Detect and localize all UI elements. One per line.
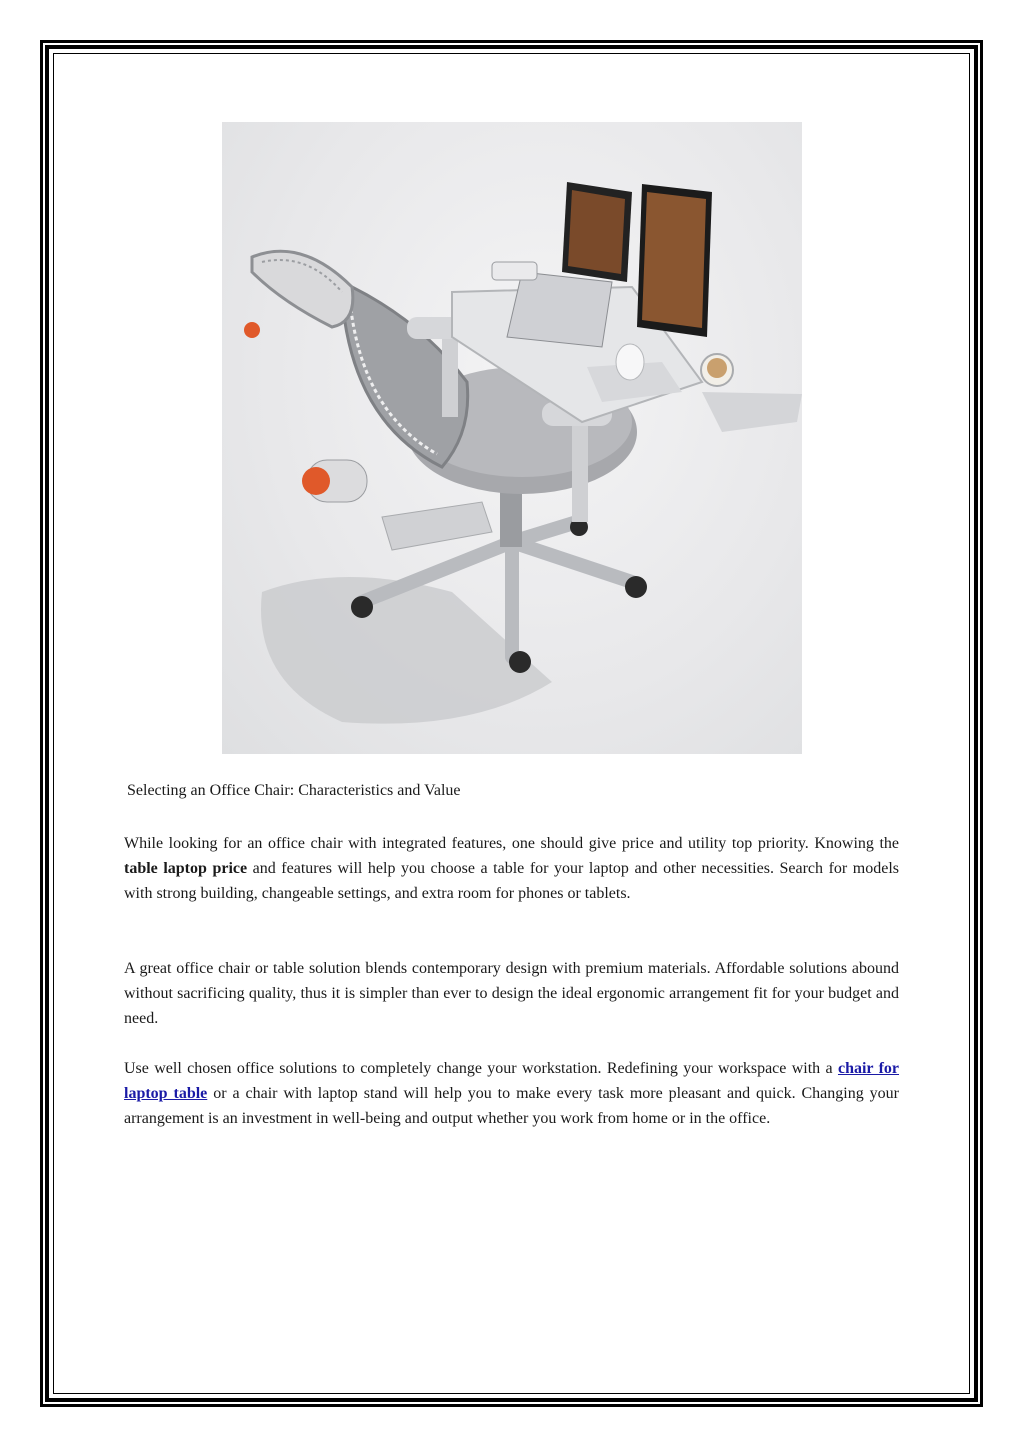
paragraph-text: or a chair with laptop stand will help you to make every task more pleasant and quick. Changing your arrangement is an investment in well-being and output whether you work from home or in the office. bbox=[124, 1085, 899, 1127]
paragraph-price-utility bbox=[124, 831, 899, 906]
section-heading: Selecting an Office Chair: Characteristics and Value bbox=[127, 782, 461, 799]
paragraph-text: A great office chair or table solution blends contemporary design with premium materials. Affordable solutions abound without sacrificing quality, thus it is simpler than ever to design the ideal ergonomic arrangement fit for your budget and need. bbox=[124, 960, 899, 1027]
paragraph-text: and features will help you choose a table for your laptop and other necessities. Search for models with strong building, changeable settings, and extra room for phones or tablets. bbox=[124, 860, 899, 902]
chair-for-laptop-table-link[interactable]: chair for laptop table bbox=[124, 1060, 900, 1102]
paragraph-text: Use well chosen office solutions to completely change your workstation. Redefining your workspace with a bbox=[124, 1060, 838, 1077]
paragraph-design-materials bbox=[124, 956, 899, 1031]
paragraph-text: While looking for an office chair with integrated features, one should give price and utility top priority. Knowing the bbox=[124, 835, 899, 852]
paragraph-workstation bbox=[124, 1056, 899, 1131]
bold-keyword: table laptop price bbox=[124, 860, 248, 877]
office-chair-photo bbox=[222, 122, 802, 754]
